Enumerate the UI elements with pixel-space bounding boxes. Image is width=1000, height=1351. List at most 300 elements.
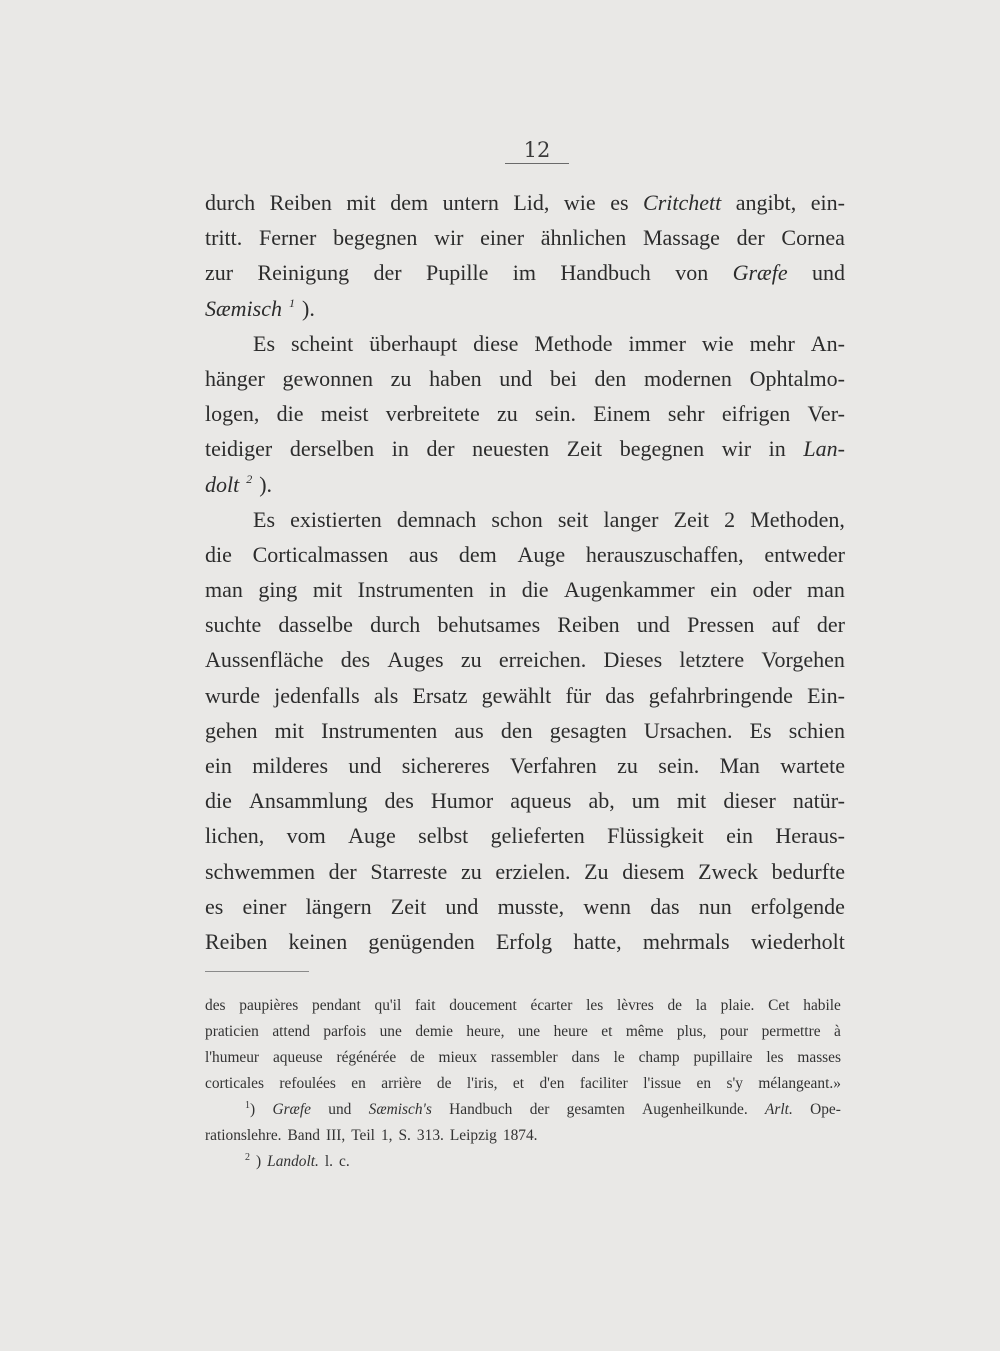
word-text: gehen (205, 717, 258, 743)
word (614, 1045, 625, 1071)
word-text: Dieses (603, 647, 663, 673)
word (807, 572, 845, 607)
word (461, 854, 482, 889)
word-text: seit (557, 506, 589, 532)
word-text: logen, (205, 401, 260, 427)
word-text: ). (259, 471, 273, 497)
word (727, 1071, 743, 1097)
word-text: ein (205, 753, 232, 778)
word (381, 1071, 421, 1097)
word (644, 361, 732, 396)
word-text: Es (749, 717, 772, 743)
word-text: Auge (517, 541, 566, 567)
word (437, 1071, 452, 1097)
word (391, 889, 426, 924)
word-text: angibt, (735, 190, 797, 215)
word-text: Sæmisch (205, 295, 282, 321)
word (336, 1045, 396, 1071)
word-text: Instrumenten (321, 717, 438, 743)
word-text: Zeit (390, 893, 427, 919)
word (369, 326, 457, 361)
word (205, 255, 233, 290)
word-text: langer (603, 506, 659, 532)
word (454, 713, 483, 748)
word (287, 818, 326, 853)
word-text: Reiben (205, 928, 268, 954)
body-line (205, 607, 845, 642)
word (467, 1071, 498, 1097)
footnote-ref: 1 (289, 296, 295, 311)
word-text: zu (460, 858, 482, 884)
word (584, 854, 608, 889)
word-text: durch (370, 612, 421, 638)
word (522, 572, 549, 607)
word (339, 1149, 350, 1175)
word-text: Band (287, 1127, 320, 1144)
word (370, 607, 420, 642)
word-text: une (379, 1023, 402, 1040)
word (721, 993, 755, 1019)
body-line (205, 748, 845, 783)
word-text: dieser (723, 788, 776, 814)
word-text: nun (698, 893, 732, 919)
word-text: ) (256, 1153, 262, 1170)
word (677, 783, 706, 818)
word (392, 431, 409, 466)
word-text: der (426, 436, 455, 462)
word (321, 713, 437, 748)
word (205, 396, 259, 431)
word (329, 854, 357, 889)
word-text: der (816, 612, 845, 638)
word-text: ein (710, 577, 738, 603)
word-text: schwemmen (205, 858, 315, 884)
word (510, 748, 597, 783)
word-text: rationslehre. (205, 1127, 282, 1144)
word-text: lichen, (205, 823, 265, 849)
word (387, 642, 443, 677)
word (761, 642, 845, 677)
word-text: doucement (449, 997, 517, 1014)
word (762, 1019, 821, 1045)
word (643, 185, 721, 220)
word (697, 1071, 712, 1097)
word (518, 1019, 540, 1045)
word-text: gewählt (481, 682, 552, 708)
word (601, 1019, 612, 1045)
word-text: pendant (312, 997, 361, 1014)
word-text: Cet (768, 997, 790, 1014)
word (252, 748, 328, 783)
word (369, 1097, 432, 1123)
word-text: durch (205, 190, 256, 215)
word-text: l'humeur (205, 1049, 260, 1066)
word (580, 1071, 628, 1097)
word-text: im (512, 260, 536, 286)
footnote-marker: 1 (245, 1099, 250, 1111)
body-line (205, 537, 845, 572)
word (797, 1045, 841, 1071)
word-text: überhaupt (369, 330, 458, 356)
word (603, 502, 658, 537)
body-line (205, 502, 845, 537)
word-text: eifrigen (721, 401, 791, 427)
word-text: schon (491, 506, 543, 532)
word-text: tritt. (205, 225, 243, 251)
word (733, 255, 788, 290)
word-text: derselben (289, 436, 375, 462)
body-line (205, 467, 845, 502)
body-line (205, 361, 845, 396)
word (752, 572, 791, 607)
word-text: in (489, 577, 507, 603)
word (257, 255, 349, 290)
word (273, 1045, 323, 1071)
word (410, 1045, 425, 1071)
word-text: zu (617, 753, 638, 778)
word (491, 1045, 558, 1071)
word (722, 396, 790, 431)
word-text: sein. (658, 753, 700, 778)
word (290, 431, 374, 466)
word (205, 713, 258, 748)
word (811, 185, 845, 220)
word (764, 537, 845, 572)
word-text: Handbuch (560, 260, 651, 286)
word-text: der (373, 260, 402, 286)
word (541, 220, 627, 255)
word-text: demnach (396, 506, 477, 532)
word-text: musste, (497, 893, 565, 919)
word (391, 361, 412, 396)
word (434, 220, 463, 255)
word-text: de (667, 997, 683, 1014)
word (498, 889, 565, 924)
body-line (205, 291, 845, 326)
body-line (205, 642, 845, 677)
word-text: attend (272, 1023, 310, 1040)
word (302, 291, 315, 326)
word (306, 889, 372, 924)
word (205, 361, 265, 396)
word-text: lèvres (616, 997, 654, 1014)
word (375, 993, 402, 1019)
word-text: écarter (530, 997, 573, 1014)
word-text: pupillaire (693, 1049, 753, 1066)
word-text: die (205, 788, 232, 814)
word (632, 783, 660, 818)
word-text: aus (454, 717, 484, 743)
word-text: genügenden (368, 928, 475, 954)
word-text: praticien (205, 1023, 259, 1040)
word-text: scheint (290, 330, 354, 356)
word-text: Teil (351, 1127, 375, 1144)
body-line (205, 818, 845, 853)
word-text: hatte, (573, 928, 622, 954)
word (677, 1019, 707, 1045)
word (626, 1019, 664, 1045)
word-text: gesagten (549, 717, 627, 743)
word-text: wie (563, 190, 596, 215)
word (583, 889, 631, 924)
word-text: das (650, 893, 680, 919)
word-text: wenn (583, 893, 632, 919)
word (275, 713, 304, 748)
word-text: Augenheilkunde. (642, 1101, 748, 1118)
word-text: permettre (761, 1023, 821, 1040)
word (573, 924, 621, 959)
word (290, 502, 382, 537)
word-text: Lan- (803, 436, 845, 462)
word (530, 1097, 550, 1123)
word-text: sichereres (401, 753, 490, 778)
word-text: Humor (430, 788, 494, 814)
word-text: Ansammlung (248, 788, 368, 814)
word-text: s'y (726, 1075, 743, 1092)
word (417, 1123, 444, 1149)
word-text: Erfolg (495, 928, 553, 954)
word (259, 220, 316, 255)
word (274, 678, 360, 713)
word (431, 783, 493, 818)
word (402, 748, 490, 783)
word (557, 607, 619, 642)
word-text: haben (429, 365, 482, 391)
word-text: man (806, 577, 845, 603)
word (513, 255, 536, 290)
word-text: pour (719, 1023, 749, 1040)
word (426, 431, 454, 466)
word-text: die (205, 541, 232, 567)
word (724, 502, 735, 537)
word (617, 748, 638, 783)
word-text: auf (771, 612, 800, 638)
word (758, 1071, 840, 1097)
word-text: une (517, 1023, 541, 1040)
word (205, 924, 267, 959)
word-text: oder (752, 577, 792, 603)
word-text: suchte (205, 612, 262, 638)
word-text: untern (442, 190, 499, 215)
word (415, 1019, 453, 1045)
word (328, 1097, 351, 1123)
word (675, 255, 708, 290)
word (480, 220, 524, 255)
word (253, 537, 389, 572)
word-text: faciliter (579, 1075, 628, 1092)
word-text: und (811, 260, 845, 286)
word-text: den (500, 717, 533, 743)
word (358, 572, 474, 607)
word-text: gelieferten (490, 823, 585, 849)
word-text: Critchett (643, 190, 722, 215)
word (429, 361, 482, 396)
word (445, 889, 478, 924)
word (291, 326, 353, 361)
word-text: die (276, 401, 304, 427)
word-text: Græfe (272, 1101, 311, 1118)
word (674, 502, 709, 537)
word (789, 713, 845, 748)
footnote-ref: 2 (246, 472, 253, 487)
word-text: entweder (764, 541, 845, 567)
word-text: Zu (584, 858, 609, 884)
word (245, 1097, 255, 1123)
word-text: Reinigung (257, 260, 350, 286)
word-text: wiederholt (750, 928, 845, 954)
word-text: es (610, 190, 629, 215)
word-text: herauszuschaffen, (585, 541, 744, 567)
word-text: 1, (380, 1127, 393, 1144)
word-text: erzielen. (495, 858, 571, 884)
word (565, 678, 591, 713)
word-text: paupières (239, 997, 299, 1014)
word-text: même (625, 1023, 664, 1040)
body-line (205, 678, 845, 713)
word-text: Pressen (687, 612, 755, 638)
word (374, 678, 398, 713)
word-text: et (512, 1075, 524, 1092)
word-text: Einem (593, 401, 651, 427)
word (812, 255, 845, 290)
word-text: de (436, 1075, 452, 1092)
word-text: plaie. (720, 997, 755, 1014)
word (765, 1097, 793, 1123)
word (346, 185, 375, 220)
word-text: und (636, 612, 670, 638)
word (644, 713, 733, 748)
word-text: Vorgehen (761, 647, 845, 673)
word-text: in (768, 436, 786, 462)
word-text: längern (305, 893, 372, 919)
word-text: wir (434, 225, 464, 251)
word (560, 255, 650, 290)
word (593, 396, 650, 431)
word-text: 313. (416, 1127, 444, 1144)
word-text: ab, (588, 788, 615, 814)
word-text: d'en (539, 1075, 565, 1092)
word (205, 607, 261, 642)
footnote-line (205, 1045, 841, 1071)
word-text: Augenkammer (564, 577, 695, 603)
word (351, 1123, 375, 1149)
word (270, 185, 332, 220)
word-text: modernen (643, 365, 732, 391)
word-text: dans (571, 1049, 600, 1066)
word (205, 185, 255, 220)
word-text: aqueus (510, 788, 572, 814)
word (205, 291, 295, 326)
word-text: und (328, 1101, 352, 1118)
word (720, 748, 760, 783)
word (610, 185, 628, 220)
word (289, 924, 348, 959)
word-text: der (529, 1101, 550, 1118)
word (333, 220, 417, 255)
word-text: hänger (205, 365, 265, 391)
word-text: und (499, 365, 533, 391)
word (205, 572, 243, 607)
word (710, 572, 737, 607)
word-text: gesamten (566, 1101, 625, 1118)
word-text: existierten (290, 506, 382, 532)
word-text: la (695, 997, 707, 1014)
word (807, 678, 845, 713)
footnote-line (205, 1019, 841, 1045)
word (679, 642, 744, 677)
word (374, 255, 402, 290)
word-text: et (601, 1023, 613, 1040)
word-text: bedurfte (771, 858, 845, 884)
word-text: einer (242, 893, 287, 919)
word-text: dolt (205, 471, 240, 497)
word (466, 1019, 504, 1045)
word-text: en (351, 1075, 366, 1092)
word-text: le (613, 1049, 625, 1066)
word (272, 1019, 310, 1045)
word (205, 748, 232, 783)
body-line (205, 783, 845, 818)
word (617, 993, 654, 1019)
word (258, 572, 297, 607)
word-text: als (373, 682, 399, 708)
word-text: sein. (535, 401, 576, 427)
word-text: parfois (323, 1023, 367, 1040)
word (567, 431, 602, 466)
word-text: in (391, 436, 409, 462)
word-text: S. (398, 1127, 411, 1144)
word-text: les (766, 1049, 784, 1066)
word-text: um (631, 788, 660, 814)
word (807, 396, 844, 431)
word-text: wir (721, 436, 752, 462)
footnote-marker: 2 (245, 1151, 250, 1163)
word-text: wurde (205, 682, 260, 708)
word (472, 431, 549, 466)
word-text: des (205, 997, 226, 1014)
word-text: heure, (466, 1023, 505, 1040)
word-text: diese (473, 330, 519, 356)
word (668, 396, 705, 431)
word-text: diesem (622, 858, 685, 884)
word (205, 818, 264, 853)
word (253, 326, 275, 361)
word-text: ). (302, 295, 315, 321)
word-text: ging (258, 577, 298, 603)
word-text: ein (726, 823, 753, 849)
word (639, 1045, 680, 1071)
word-text: des (340, 647, 371, 673)
word (277, 396, 304, 431)
word (259, 467, 272, 502)
word (313, 572, 342, 607)
word (607, 818, 704, 853)
word-text: des (384, 788, 414, 814)
footnote-rule (205, 971, 309, 972)
word (772, 607, 800, 642)
word (723, 783, 776, 818)
word (750, 326, 795, 361)
word (450, 1123, 497, 1149)
word (205, 1071, 264, 1097)
word (766, 1045, 783, 1071)
word (772, 854, 845, 889)
word (687, 607, 754, 642)
word (491, 818, 585, 853)
word (513, 185, 549, 220)
word-text: ) (250, 1101, 256, 1118)
word (461, 642, 482, 677)
